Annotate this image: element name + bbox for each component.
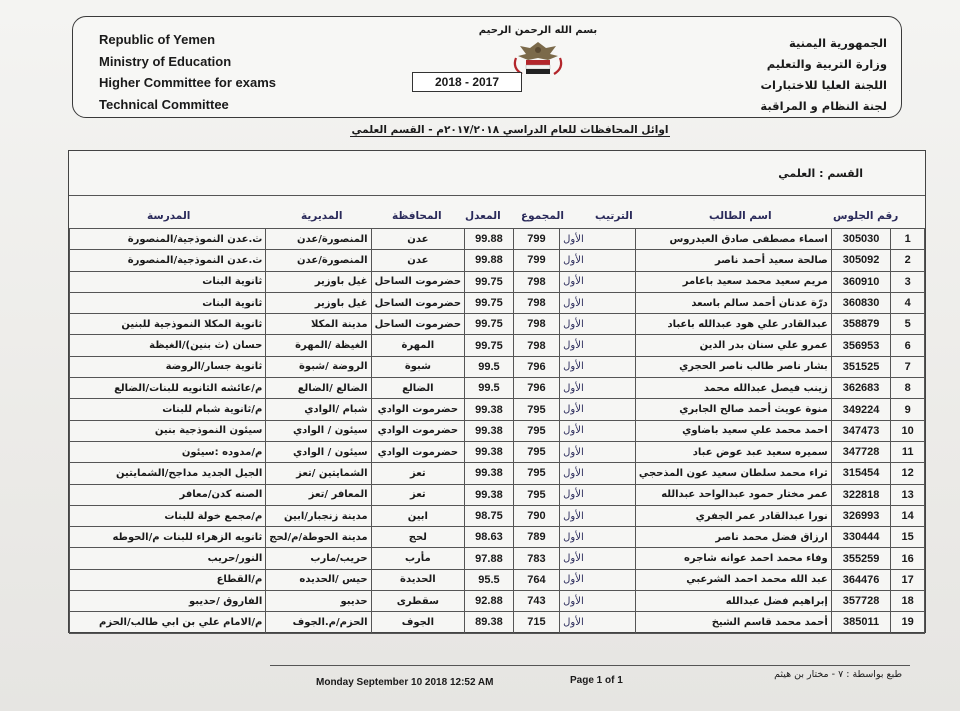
cell-rank: الأول [560,250,636,271]
cell-governorate: سقطرى [371,591,465,612]
cell-rank: الأول [560,356,636,377]
cell-seat-number: 322818 [831,484,891,505]
cell-total: 789 [513,527,559,548]
cell-seat-number: 349224 [831,399,891,420]
cell-seat-number: 347728 [831,441,891,462]
table-row [70,527,925,548]
cell-directorate: سيئون / الوادي [266,441,371,462]
cell-directorate: الحزم/م.الجوف [266,612,371,633]
results-table [68,150,926,633]
table-row [70,569,925,590]
cell-seat-number: 357728 [831,591,891,612]
letterhead [72,16,902,118]
cell-row-index: 1 [891,229,925,250]
cell-school: م/عائشه الثانويه للبنات/الضالع [70,378,266,399]
cell-student-name: درّة عدنان أحمد سالم باسعد [635,292,831,313]
cell-row-index: 11 [891,441,925,462]
cell-row-index: 18 [891,591,925,612]
cell-school: سيئون النموذجية بنين [70,420,266,441]
cell-total: 796 [513,378,559,399]
cell-total: 798 [513,292,559,313]
table-row [70,591,925,612]
cell-seat-number: 351525 [831,356,891,377]
cell-average: 99.38 [465,484,514,505]
cell-school: الجيل الجديد مداجح/الشمايتين [70,463,266,484]
cell-directorate: شبام /الوادي [266,399,371,420]
cell-average: 97.88 [465,548,514,569]
cell-school: حسان (ث بنين)/الغيظة [70,335,266,356]
cell-governorate: ابين [371,505,465,526]
cell-seat-number: 362683 [831,378,891,399]
cell-row-index: 12 [891,463,925,484]
cell-seat-number: 330444 [831,527,891,548]
cell-average: 99.75 [465,292,514,313]
cell-governorate: الضالع [371,378,465,399]
subtitle-text: اوائل المحافظات للعام الدراسي ٢٠١٧/٢٠١٨م - القسم العلمي [351,124,669,136]
cell-school: ثانويه الزهراء للبنات م/الحوطه [70,527,266,548]
table-row [70,420,925,441]
cell-total: 783 [513,548,559,569]
cell-governorate: تعز [371,463,465,484]
cell-student-name: إبراهيم فضل عبدالله [635,591,831,612]
cell-rank: الأول [560,335,636,356]
table-row [70,612,925,633]
cell-seat-number: 360830 [831,292,891,313]
cell-school: الصنه كدن/معافر [70,484,266,505]
cell-average: 99.88 [465,229,514,250]
cell-directorate: سيئون / الوادي [266,420,371,441]
cell-school: ث.عدن النموذجية/المنصورة [70,229,266,250]
footer-page-number: Page 1 of 1 [570,675,623,686]
cell-row-index: 13 [891,484,925,505]
cell-rank: الأول [560,271,636,292]
cell-student-name: سميره سعيد عبد عوض عباد [635,441,831,462]
cell-directorate: مدينة الحوطة/م/لحج [266,527,371,548]
arabic-line-country: الجمهورية اليمنية [788,36,887,50]
cell-total: 715 [513,612,559,633]
cell-rank: الأول [560,399,636,420]
cell-governorate: مأرب [371,548,465,569]
cell-school: ثانوية المكلا النموذجية للبنين [70,314,266,335]
cell-directorate: الضالع /الضالع [266,378,371,399]
table-row [70,505,925,526]
cell-governorate: عدن [371,229,465,250]
cell-average: 99.38 [465,399,514,420]
cell-total: 795 [513,463,559,484]
cell-seat-number: 315454 [831,463,891,484]
cell-school: م/مدوده :سيئون [70,441,266,462]
cell-row-index: 4 [891,292,925,313]
cell-seat-number: 305030 [831,229,891,250]
cell-student-name: زينب فيصل عبدالله محمد [635,378,831,399]
arabic-line-control: لجنة النظام و المراقبة [760,99,887,113]
cell-average: 95.5 [465,569,514,590]
cell-average: 99.38 [465,463,514,484]
results-grid [69,228,925,634]
cell-seat-number: 355259 [831,548,891,569]
cell-governorate: لحج [371,527,465,548]
cell-student-name: عبد الله محمد احمد الشرعبي [635,569,831,590]
cell-rank: الأول [560,484,636,505]
cell-governorate: حضرموت الوادي [371,420,465,441]
cell-total: 795 [513,399,559,420]
cell-total: 799 [513,229,559,250]
cell-directorate: حريب/مارب [266,548,371,569]
cell-governorate: الحديدة [371,569,465,590]
cell-average: 99.38 [465,441,514,462]
cell-rank: الأول [560,314,636,335]
cell-directorate: الشمايتين /تعز [266,463,371,484]
cell-seat-number: 356953 [831,335,891,356]
cell-rank: الأول [560,612,636,633]
cell-governorate: حضرموت الساحل [371,292,465,313]
cell-average: 98.75 [465,505,514,526]
cell-governorate: حضرموت الوادي [371,399,465,420]
cell-average: 99.5 [465,378,514,399]
cell-row-index: 6 [891,335,925,356]
header-rank: الترتيب [595,210,633,222]
header-seat-number: رقم الجلوس [833,210,899,222]
cell-average: 99.5 [465,356,514,377]
cell-row-index: 7 [891,356,925,377]
cell-student-name: وفاء محمد احمد عوانه شاجره [635,548,831,569]
cell-governorate: تعز [371,484,465,505]
table-row [70,356,925,377]
cell-seat-number: 326993 [831,505,891,526]
table-row [70,399,925,420]
cell-average: 89.38 [465,612,514,633]
cell-seat-number: 385011 [831,612,891,633]
table-row [70,292,925,313]
cell-rank: الأول [560,420,636,441]
cell-student-name: اسماء مصطفى صادق العيدروس [635,229,831,250]
table-row [70,548,925,569]
cell-seat-number: 347473 [831,420,891,441]
english-line-technical: Technical Committee [99,96,229,112]
cell-student-name: نورا عبدالقادر عمر الجفري [635,505,831,526]
cell-directorate: الغيظة /المهرة [266,335,371,356]
cell-governorate: حضرموت الساحل [371,271,465,292]
cell-rank: الأول [560,569,636,590]
cell-seat-number: 358879 [831,314,891,335]
cell-total: 798 [513,314,559,335]
cell-school: م/القطاع [70,569,266,590]
cell-directorate: المعافر /تعز [266,484,371,505]
table-row [70,378,925,399]
cell-total: 790 [513,505,559,526]
table-row [70,335,925,356]
cell-governorate: حضرموت الساحل [371,314,465,335]
header-average: المعدل [465,210,501,222]
cell-row-index: 9 [891,399,925,420]
cell-directorate: المنصورة/عدن [266,250,371,271]
english-line-committee: Higher Committee for exams [99,75,276,90]
footer-rule [270,665,910,666]
letterhead-center [478,25,598,78]
cell-student-name: عبدالقادر علي هود عبدالله باعباد [635,314,831,335]
cell-school: م/مجمع خولة للبنات [70,505,266,526]
cell-governorate: شبوة [371,356,465,377]
arabic-line-committee: اللجنة العليا للاختبارات [760,78,887,92]
cell-directorate: غيل باوزير [266,292,371,313]
cell-rank: الأول [560,292,636,313]
cell-total: 743 [513,591,559,612]
cell-row-index: 19 [891,612,925,633]
header-directorate: المديرية [301,210,343,222]
cell-rank: الأول [560,229,636,250]
header-governorate: المحافظة [392,210,442,222]
cell-school: الفاروق /حديبو [70,591,266,612]
cell-school: ثانوية جسار/الروضة [70,356,266,377]
cell-directorate: المنصورة/عدن [266,229,371,250]
cell-total: 798 [513,271,559,292]
cell-rank: الأول [560,591,636,612]
cell-directorate: الروضة /شبوة [266,356,371,377]
cell-student-name: منوة عويث أحمد صالح الجابري [635,399,831,420]
department-label: القسم : العلمي [778,167,863,180]
cell-seat-number: 360910 [831,271,891,292]
cell-directorate: مدينة زنجبار/ابين [266,505,371,526]
cell-student-name: صالحة سعيد أحمد ناصر [635,250,831,271]
table-row [70,441,925,462]
cell-rank: الأول [560,463,636,484]
footer-date: Monday September 10 2018 12:52 AM [316,677,494,688]
cell-student-name: ارزاق فضل محمد ناصر [635,527,831,548]
table-row [70,250,925,271]
table-row [70,484,925,505]
english-line-country: Republic of Yemen [99,32,216,47]
header-total: المجموع [521,210,564,222]
cell-governorate: حضرموت الوادي [371,441,465,462]
cell-student-name: عمرو علي سنان بدر الدين [635,335,831,356]
cell-student-name: بشار ناصر طالب ناصر الحجري [635,356,831,377]
arabic-line-ministry: وزارة التربية والتعليم [766,57,887,71]
cell-average: 99.75 [465,271,514,292]
cell-row-index: 10 [891,420,925,441]
cell-row-index: 16 [891,548,925,569]
cell-governorate: عدن [371,250,465,271]
cell-rank: الأول [560,527,636,548]
cell-student-name: ثراء محمد سلطان سعيد عون المذحجي [635,463,831,484]
table-row [70,229,925,250]
cell-row-index: 8 [891,378,925,399]
cell-total: 764 [513,569,559,590]
arabic-header [760,33,887,117]
cell-row-index: 14 [891,505,925,526]
cell-average: 92.88 [465,591,514,612]
header-school: المدرسة [147,210,191,222]
cell-average: 99.75 [465,335,514,356]
cell-governorate: المهرة [371,335,465,356]
cell-row-index: 17 [891,569,925,590]
academic-year: 2018 - 2017 [412,72,522,92]
cell-total: 796 [513,356,559,377]
cell-average: 99.38 [465,420,514,441]
cell-student-name: عمر مختار حمود عبدالواحد عبدالله [635,484,831,505]
cell-rank: الأول [560,548,636,569]
cell-school: م/ثانوية شبام للبنات [70,399,266,420]
cell-school: ث.عدن النموذجية/المنصورة [70,250,266,271]
cell-directorate: غيل باوزير [266,271,371,292]
cell-total: 799 [513,250,559,271]
cell-directorate: حيس /الحديده [266,569,371,590]
cell-directorate: حديبو [266,591,371,612]
cell-row-index: 5 [891,314,925,335]
cell-average: 98.63 [465,527,514,548]
cell-row-index: 3 [891,271,925,292]
cell-total: 795 [513,420,559,441]
cell-student-name: مريم سعيد محمد سعيد باعامر [635,271,831,292]
footer-printed-by: طبع بواسطة : ٧ - مختار بن هيثم [774,669,902,680]
cell-directorate: مدينة المكلا [266,314,371,335]
basmala: بسم الله الرحمن الرحيم [478,25,598,36]
table-row [70,271,925,292]
cell-student-name: احمد محمد علي سعيد باضاوي [635,420,831,441]
header-student-name: اسم الطالب [709,210,772,222]
cell-rank: الأول [560,505,636,526]
cell-total: 795 [513,484,559,505]
english-line-ministry: Ministry of Education [99,53,232,69]
cell-seat-number: 364476 [831,569,891,590]
document-subtitle [300,124,720,136]
cell-school: ثانوية البنات [70,271,266,292]
cell-school: م/الامام علي بن ابي طالب/الحزم [70,612,266,633]
cell-average: 99.88 [465,250,514,271]
cell-rank: الأول [560,378,636,399]
table-row [70,463,925,484]
cell-rank: الأول [560,441,636,462]
cell-average: 99.75 [465,314,514,335]
cell-school: ثانوية البنات [70,292,266,313]
table-row [70,314,925,335]
cell-seat-number: 305092 [831,250,891,271]
cell-row-index: 2 [891,250,925,271]
cell-school: النور/حريب [70,548,266,569]
column-headers [69,195,925,229]
cell-governorate: الجوف [371,612,465,633]
cell-total: 795 [513,441,559,462]
cell-student-name: أحمد محمد قاسم الشيخ [635,612,831,633]
department-row [69,151,925,196]
cell-total: 798 [513,335,559,356]
english-header [99,29,276,115]
cell-row-index: 15 [891,527,925,548]
